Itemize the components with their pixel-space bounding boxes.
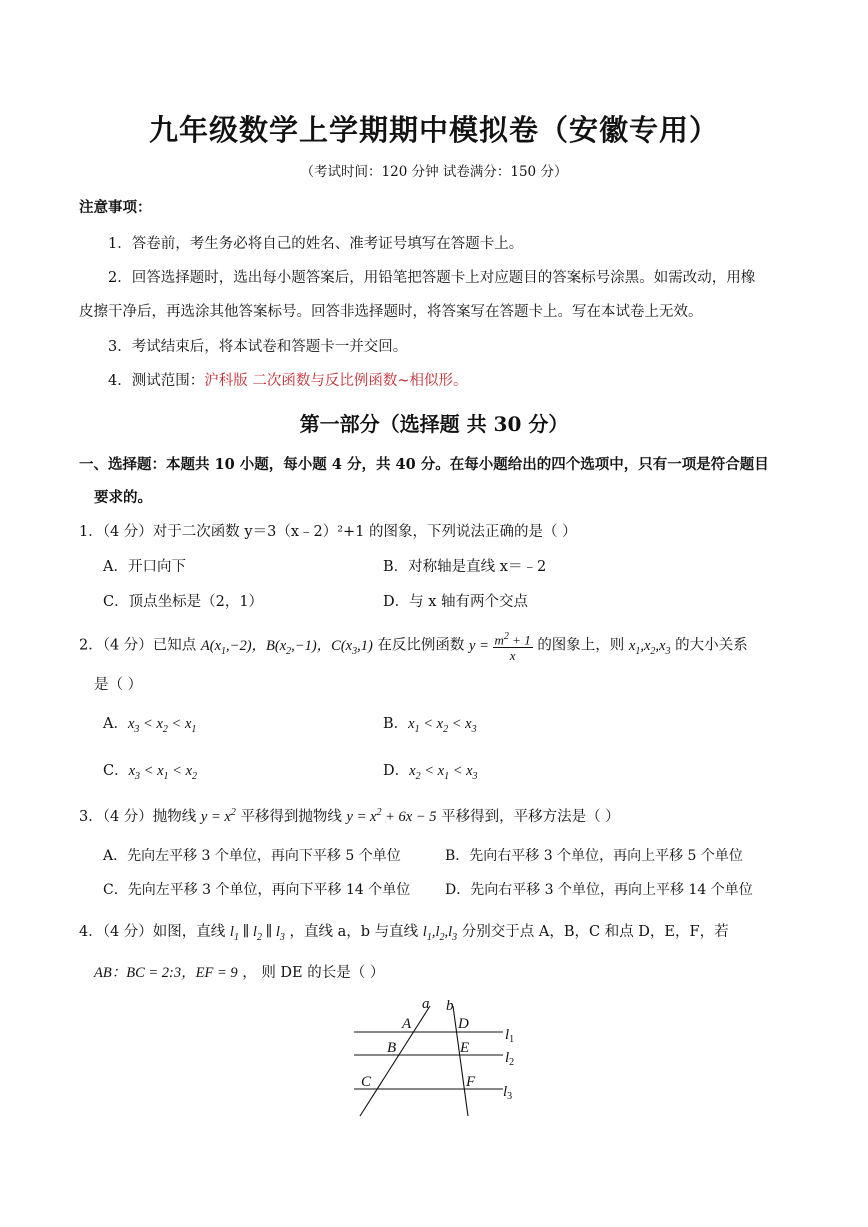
q3-stem-suffix: 平移得到，平移方法是（ ）	[441, 809, 620, 825]
q3-option-a: A．先向左平移 3 个单位，再向下平移 5 个单位	[103, 848, 401, 864]
notice-item-3: 3．考试结束后，将本试卷和答题卡一并交回。	[108, 339, 408, 355]
q2-variables-formula: $x_1,x_2,x_3$	[628, 637, 671, 657]
notice-item-2-line2: 皮擦干净后，再选涂其他答案标号。回答非选择题时，将答案写在答题卡上。写在本试卷上无效。	[79, 304, 703, 320]
notice-heading: 注意事项：	[79, 199, 152, 216]
q2-option-d-formula: $x_2 < x_1 < x_3$	[409, 763, 478, 782]
q2-points-formula: $A(x_1,-2)$，$B(x_2,-1)$，$C(x_3,1)$	[200, 637, 373, 657]
label-b: b	[446, 998, 454, 1014]
q3-parabola-2: $y = x^2 + 6x - 5$	[346, 807, 437, 825]
label-F: F	[466, 1074, 476, 1090]
q2-stem-end: 的大小关系	[675, 637, 748, 654]
q2-option-c-formula: $x_3 < x_1 < x_2$	[128, 763, 198, 782]
q1-option-c: C．顶点坐标是（2，1）	[103, 594, 264, 610]
q3-stem	[79, 805, 620, 826]
label-A: A	[402, 1016, 412, 1032]
q4-lines-formula: $l_1,l_2,l_3$	[422, 924, 458, 943]
q1-option-b: B．对称轴是直线 x＝﹣2	[383, 559, 547, 575]
q2-option-a	[103, 712, 196, 735]
q2-option-b-formula: $x_1 < x_2 < x_3$	[408, 716, 477, 735]
q4-stem-suffix: 分别交于点 A，B，C 和点 D，E，F，若	[461, 924, 729, 940]
q4-stem-line2-suffix: ， 则 DE 的长是（ ）	[242, 965, 385, 981]
q4-stem-prefix: 4．（4 分）如图，直线	[79, 924, 226, 940]
label-a: a	[422, 996, 430, 1012]
q3-stem-prefix: 3．（4 分）抛物线	[79, 809, 197, 825]
q2-option-c-label: C．	[103, 763, 129, 779]
q2-stem-mid: 在反比例函数	[377, 637, 465, 654]
q3-option-c: C．先向左平移 3 个单位，再向下平移 14 个单位	[103, 882, 411, 898]
q2-option-b-label: B．	[383, 716, 409, 732]
label-l3: $l_3$	[503, 1084, 513, 1102]
q2-function-formula: y = $\frac{m^2 + 1}{x}$	[469, 631, 531, 664]
q4-stem	[79, 920, 729, 943]
line-a	[360, 1006, 430, 1116]
exam-subtitle: （考试时间：120 分钟 试卷满分：150 分）	[300, 164, 568, 180]
label-l2: $l_2$	[505, 1050, 515, 1068]
q2-option-b	[383, 712, 477, 735]
q4-ratio-formula: AB：BC = 2:3，EF = 9	[94, 965, 238, 981]
q3-stem-mid: 平移得到抛物线	[240, 809, 342, 825]
label-C: C	[361, 1074, 372, 1090]
q1-option-d: D．与 x 轴有两个交点	[383, 594, 529, 610]
notice-item-1: 1．答卷前，考生务必将自己的姓名、准考证号填写在答题卡上。	[108, 236, 524, 252]
part1-instructions-line2: 要求的。	[94, 489, 152, 506]
q4-parallel-formula: $l_1$ ∥ $l_2$ ∥ $l_3$	[229, 924, 285, 943]
q2-stem	[79, 629, 748, 663]
q2-stem-prefix: 2．（4 分）已知点	[79, 637, 197, 654]
q2-option-d-label: D．	[383, 763, 410, 779]
q2-option-d	[383, 759, 478, 782]
q2-option-a-formula: $x_3 < x_2 < x_1$	[127, 716, 197, 735]
q2-option-c	[103, 759, 197, 782]
notice-item-2-line1: 2．回答选择题时，选出每小题答案后，用铅笔把答题卡上对应题目的答案标号涂黑。如需改动，用橡	[108, 270, 756, 286]
q2-stem-line2: 是（ ）	[94, 677, 143, 693]
section-heading: 第一部分（选择题 共 30 分）	[299, 412, 569, 436]
q3-option-b: B．先向右平移 3 个单位，再向上平移 5 个单位	[445, 848, 743, 864]
test-scope: 沪科版 二次函数与反比例函数~相似形。	[204, 373, 468, 389]
label-E: E	[460, 1040, 470, 1056]
q3-parabola-1: $y = x^2$	[200, 807, 236, 825]
notice-item-4	[108, 369, 468, 390]
q3-option-d: D．先向右平移 3 个单位，再向上平移 14 个单位	[445, 882, 753, 898]
label-D: D	[458, 1016, 469, 1032]
exam-title: 九年级数学上学期期中模拟卷（安徽专用）	[148, 113, 719, 147]
label-B: B	[387, 1040, 397, 1056]
q2-stem-suffix: 的图象上，则	[537, 637, 625, 654]
q1-option-a: A．开口向下	[103, 559, 186, 575]
q1-stem: 1．（4 分）对于二次函数 y＝3（x﹣2）²+1 的图象，下列说法正确的是（ ）	[79, 524, 577, 540]
label-l1: $l_1$	[505, 1027, 515, 1045]
q4-stem-mid: ，直线 a，b 与直线	[289, 924, 419, 940]
q4-stem-line2	[94, 961, 384, 982]
notice-item-4-prefix: 4．测试范围：	[108, 373, 205, 389]
part1-instructions-line1: 一、选择题：本题共 10 小题，每小题 4 分，共 40 分。在每小题给出的四个选项中，只有一项是符合题目	[79, 456, 769, 473]
q2-option-a-label: A．	[103, 716, 128, 732]
parallel-lines-figure	[340, 992, 530, 1122]
